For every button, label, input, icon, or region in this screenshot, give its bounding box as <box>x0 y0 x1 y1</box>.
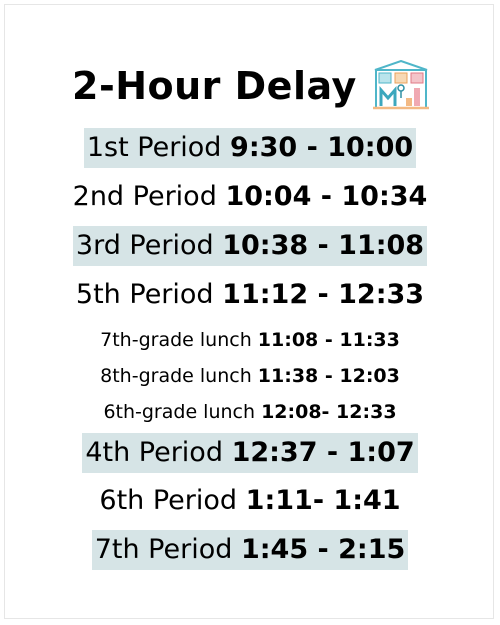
lunch-label: 6th-grade lunch <box>103 401 256 423</box>
period-time: 11:12 - 12:33 <box>222 279 425 310</box>
period-time: 1:11- 1:41 <box>245 485 401 516</box>
schedule-row-2nd-period <box>0 177 500 217</box>
schedule-row-7th-grade-lunch <box>0 326 500 354</box>
lunch-time: 11:38 - 12:03 <box>257 365 400 387</box>
period-time: 12:37 - 1:07 <box>231 437 415 468</box>
period-label: 6th Period <box>99 485 238 516</box>
lunch-time: 12:08- 12:33 <box>261 401 397 423</box>
school-building-logo-icon <box>370 60 432 112</box>
lunch-time: 11:08 - 11:33 <box>257 329 400 351</box>
schedule-row-1st-period <box>0 128 500 168</box>
schedule-row-5th-period <box>0 275 500 315</box>
schedule-row-6th-period <box>0 481 500 521</box>
schedule-row-7th-period <box>0 530 500 570</box>
schedule-row-8th-grade-lunch <box>0 362 500 390</box>
schedule-row-4th-period <box>0 433 500 473</box>
lunch-label: 8th-grade lunch <box>100 365 252 387</box>
header <box>0 60 500 120</box>
period-label: 5th Period <box>75 279 214 310</box>
page-title: 2-Hour Delay <box>72 64 357 108</box>
period-time: 9:30 - 10:00 <box>230 132 414 163</box>
period-label: 3rd Period <box>75 230 214 261</box>
period-label: 4th Period <box>85 437 223 468</box>
period-label: 1st Period <box>86 132 222 163</box>
period-label: 7th Period <box>94 534 233 565</box>
period-time: 10:38 - 11:08 <box>222 230 425 261</box>
period-label: 2nd Period <box>72 181 217 212</box>
schedule-row-3rd-period <box>0 226 500 266</box>
period-time: 1:45 - 2:15 <box>240 534 406 565</box>
lunch-label: 7th-grade lunch <box>100 329 252 351</box>
schedule-row-6th-grade-lunch <box>0 398 500 426</box>
period-time: 10:04 - 10:34 <box>225 181 428 212</box>
